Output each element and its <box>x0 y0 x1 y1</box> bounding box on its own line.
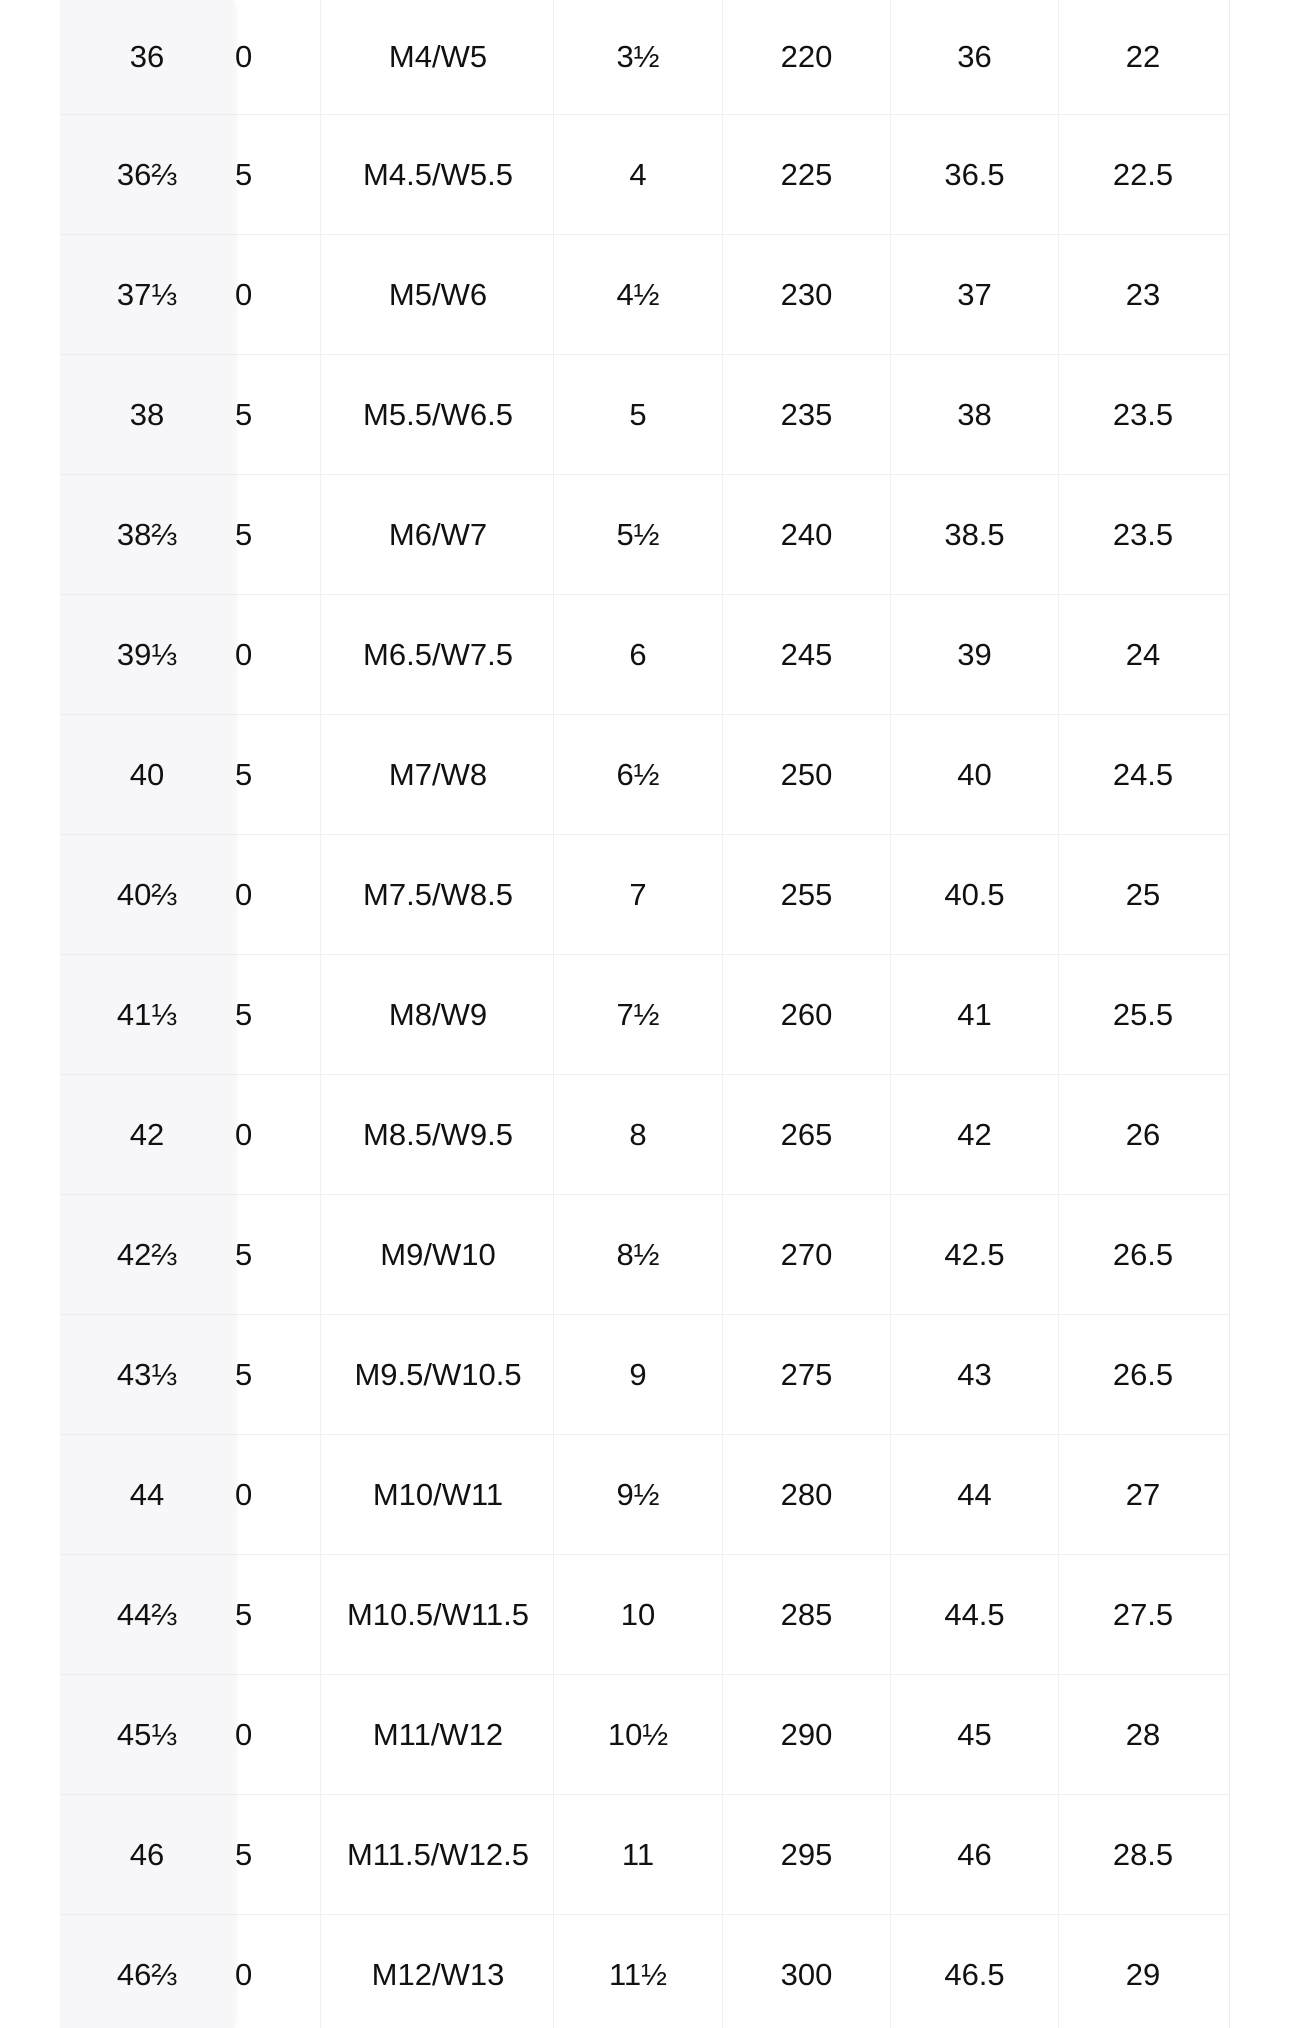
table-row <box>61 715 1229 835</box>
cell-partial-size: 5 <box>235 955 321 1074</box>
cell-us-size: M5.5/W6.5 <box>323 355 554 474</box>
cell-eu-fraction-size: 46⅔ <box>60 1915 234 2028</box>
sticky-first-column <box>60 0 234 2028</box>
cell-us-size: M10.5/W11.5 <box>323 1555 554 1674</box>
cell-uk-size: 9 <box>554 1315 723 1434</box>
cell-eu-size: 40 <box>891 715 1059 834</box>
table-row <box>61 115 1229 235</box>
cell-uk-size: 6½ <box>554 715 723 834</box>
cell-eu-size: 39 <box>891 595 1059 714</box>
table-row <box>61 1315 1229 1435</box>
table-row <box>61 1795 1229 1915</box>
cell-eu-size: 42.5 <box>891 1195 1059 1314</box>
cell-cm-size: 28 <box>1125 1716 1161 1752</box>
cell-us-size: M4/W5 <box>323 0 554 114</box>
cell-partial-size: 0 <box>235 1075 321 1194</box>
cell-us-size: M5/W6 <box>323 235 554 354</box>
cell-mm-size: 235 <box>723 355 891 474</box>
cell-eu-size: 38.5 <box>891 475 1059 594</box>
cell-cm-size: 23.5 <box>1112 396 1174 432</box>
cell-cm-size: 24 <box>1125 636 1161 672</box>
cell-eu-fraction-size: 38 <box>60 355 234 475</box>
cell-uk-size: 11 <box>554 1795 723 1914</box>
cell-us-size: M12/W13 <box>323 1915 554 2028</box>
cell-eu-fraction-size: 39⅓ <box>60 595 234 715</box>
cell-mm-size: 260 <box>723 955 891 1074</box>
cell-eu-fraction-size: 42 <box>60 1075 234 1195</box>
cell-uk-size: 10½ <box>554 1675 723 1794</box>
cell-partial-size: 0 <box>235 1435 321 1554</box>
cell-uk-size: 10 <box>554 1555 723 1674</box>
cell-mm-size: 220 <box>723 0 891 114</box>
cell-eu-fraction-size: 43⅓ <box>60 1315 234 1435</box>
cell-eu-size: 45 <box>891 1675 1059 1794</box>
cell-eu-fraction-size: 41⅓ <box>60 955 234 1075</box>
cell-eu-fraction-size: 38⅔ <box>60 475 234 595</box>
cell-eu-size: 40.5 <box>891 835 1059 954</box>
cell-eu-size: 46.5 <box>891 1915 1059 2028</box>
table-row <box>61 1555 1229 1675</box>
cell-partial-size: 5 <box>235 715 321 834</box>
cell-mm-size: 280 <box>723 1435 891 1554</box>
cell-eu-size: 36 <box>891 0 1059 114</box>
size-table[interactable] <box>60 0 1230 2028</box>
cell-cm-size: 23.5 <box>1112 516 1174 552</box>
cell-cm-size: 22 <box>1125 39 1161 74</box>
cell-partial-size: 5 <box>235 355 321 474</box>
cell-partial-size: 0 <box>235 1915 321 2028</box>
cell-cm-size: 28.5 <box>1112 1836 1174 1872</box>
cell-uk-size: 5 <box>554 355 723 474</box>
cell-mm-size: 250 <box>723 715 891 834</box>
cell-eu-fraction-size: 40 <box>60 715 234 835</box>
cell-cm-size: 22.5 <box>1112 156 1174 192</box>
cell-eu-size: 44.5 <box>891 1555 1059 1674</box>
cell-cm-size: 27.5 <box>1112 1596 1174 1632</box>
cell-uk-size: 7 <box>554 835 723 954</box>
table-row <box>61 1675 1229 1795</box>
cell-mm-size: 270 <box>723 1195 891 1314</box>
table-row <box>61 955 1229 1075</box>
cell-us-size: M11.5/W12.5 <box>323 1795 554 1914</box>
cell-mm-size: 265 <box>723 1075 891 1194</box>
cell-partial-size: 0 <box>235 835 321 954</box>
cell-partial-size: 0 <box>235 235 321 354</box>
cell-cm-size: 23 <box>1125 276 1161 312</box>
table-row <box>61 1075 1229 1195</box>
cell-eu-fraction-size: 36 <box>60 0 234 115</box>
cell-uk-size: 5½ <box>554 475 723 594</box>
table-row <box>61 1435 1229 1555</box>
table-row <box>61 0 1229 115</box>
cell-us-size: M10/W11 <box>323 1435 554 1554</box>
cell-us-size: M6/W7 <box>323 475 554 594</box>
cell-uk-size: 9½ <box>554 1435 723 1554</box>
cell-cm-size: 25.5 <box>1112 996 1174 1032</box>
cell-us-size: M6.5/W7.5 <box>323 595 554 714</box>
cell-mm-size: 240 <box>723 475 891 594</box>
cell-cm-size: 29 <box>1125 1956 1161 1992</box>
cell-uk-size: 3½ <box>554 0 723 114</box>
table-row <box>61 835 1229 955</box>
cell-cm-size: 27 <box>1125 1476 1161 1512</box>
cell-eu-fraction-size: 44⅔ <box>60 1555 234 1675</box>
cell-partial-size: 5 <box>235 1315 321 1434</box>
cell-eu-size: 42 <box>891 1075 1059 1194</box>
cell-eu-fraction-size: 36⅔ <box>60 115 234 235</box>
cell-eu-fraction-size: 45⅓ <box>60 1675 234 1795</box>
cell-partial-size: 5 <box>235 1555 321 1674</box>
cell-eu-size: 44 <box>891 1435 1059 1554</box>
cell-cm-size: 24.5 <box>1112 756 1174 792</box>
cell-uk-size: 4 <box>554 115 723 234</box>
cell-uk-size: 7½ <box>554 955 723 1074</box>
cell-partial-size: 5 <box>235 1195 321 1314</box>
table-row <box>61 355 1229 475</box>
cell-mm-size: 300 <box>723 1915 891 2028</box>
table-row <box>61 1915 1229 2028</box>
cell-partial-size: 5 <box>235 115 321 234</box>
cell-mm-size: 275 <box>723 1315 891 1434</box>
cell-uk-size: 6 <box>554 595 723 714</box>
cell-uk-size: 8½ <box>554 1195 723 1314</box>
cell-cm-size: 26.5 <box>1112 1356 1174 1392</box>
cell-cm-size: 26.5 <box>1112 1236 1174 1272</box>
cell-partial-size: 0 <box>235 1675 321 1794</box>
cell-cm-size: 25 <box>1125 876 1161 912</box>
table-row <box>61 235 1229 355</box>
cell-us-size: M7.5/W8.5 <box>323 835 554 954</box>
cell-cm-size: 26 <box>1125 1116 1161 1152</box>
cell-us-size: M9/W10 <box>323 1195 554 1314</box>
table-row <box>61 475 1229 595</box>
cell-eu-fraction-size: 40⅔ <box>60 835 234 955</box>
cell-mm-size: 285 <box>723 1555 891 1674</box>
cell-eu-fraction-size: 42⅔ <box>60 1195 234 1315</box>
cell-uk-size: 4½ <box>554 235 723 354</box>
table-row <box>61 595 1229 715</box>
cell-uk-size: 11½ <box>554 1915 723 2028</box>
cell-eu-size: 46 <box>891 1795 1059 1914</box>
cell-us-size: M9.5/W10.5 <box>323 1315 554 1434</box>
cell-eu-size: 38 <box>891 355 1059 474</box>
cell-eu-size: 43 <box>891 1315 1059 1434</box>
cell-us-size: M8.5/W9.5 <box>323 1075 554 1194</box>
cell-us-size: M8/W9 <box>323 955 554 1074</box>
cell-eu-fraction-size: 46 <box>60 1795 234 1915</box>
cell-eu-fraction-size: 44 <box>60 1435 234 1555</box>
cell-eu-size: 36.5 <box>891 115 1059 234</box>
cell-partial-size: 5 <box>235 1795 321 1914</box>
cell-us-size: M7/W8 <box>323 715 554 834</box>
cell-us-size: M4.5/W5.5 <box>323 115 554 234</box>
cell-eu-size: 37 <box>891 235 1059 354</box>
cell-mm-size: 290 <box>723 1675 891 1794</box>
cell-uk-size: 8 <box>554 1075 723 1194</box>
table-row <box>61 1195 1229 1315</box>
cell-us-size: M11/W12 <box>323 1675 554 1794</box>
cell-partial-size: 0 <box>235 0 321 114</box>
cell-partial-size: 0 <box>235 595 321 714</box>
cell-eu-size: 41 <box>891 955 1059 1074</box>
cell-mm-size: 255 <box>723 835 891 954</box>
cell-mm-size: 230 <box>723 235 891 354</box>
cell-mm-size: 225 <box>723 115 891 234</box>
cell-partial-size: 5 <box>235 475 321 594</box>
cell-eu-fraction-size: 37⅓ <box>60 235 234 355</box>
cell-mm-size: 295 <box>723 1795 891 1914</box>
cell-mm-size: 245 <box>723 595 891 714</box>
